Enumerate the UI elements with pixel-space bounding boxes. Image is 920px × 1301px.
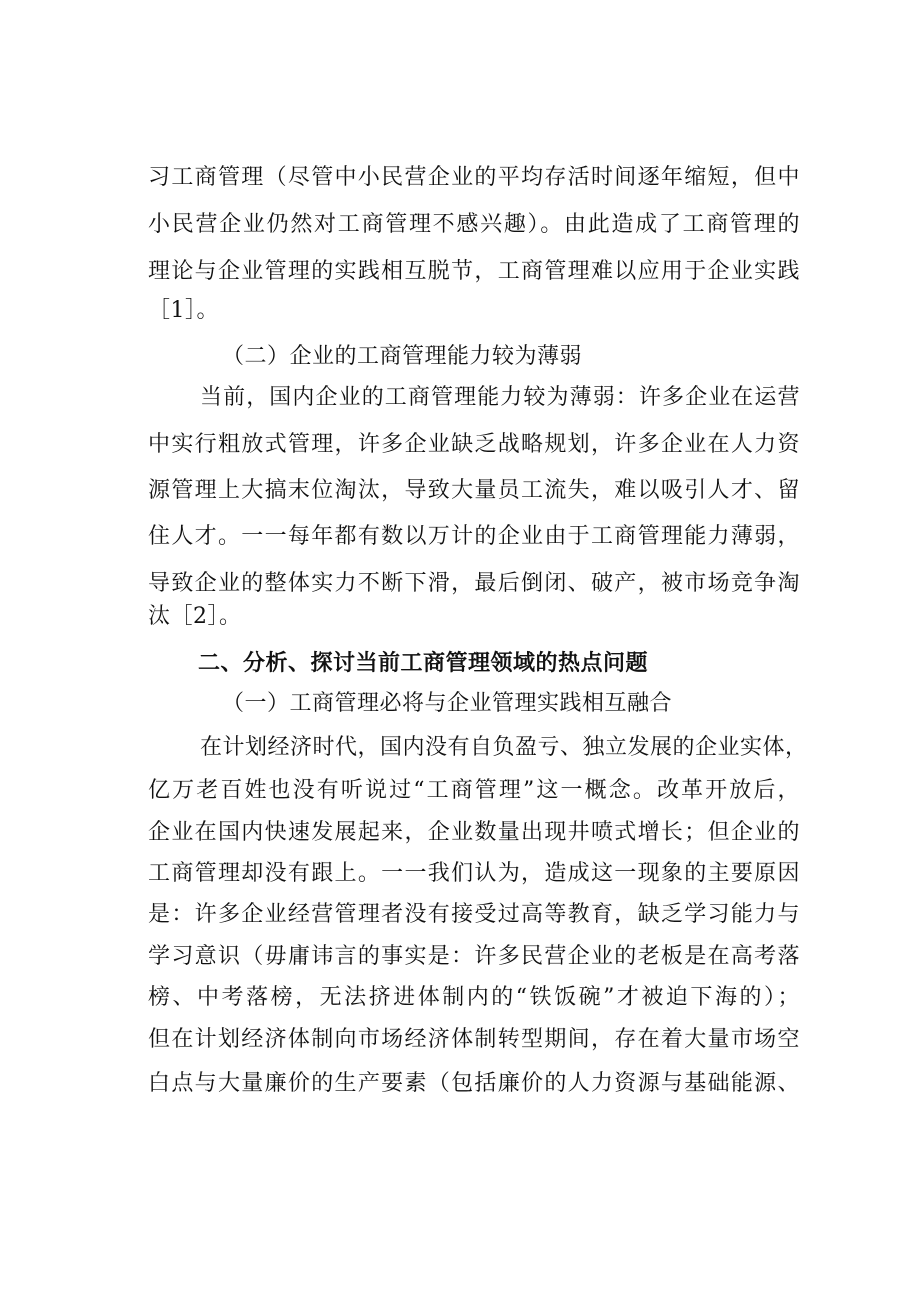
- text-line: 是：许多企业经营管理者没有接受过高等教育，缺乏学习能力与: [148, 902, 800, 927]
- text-line: 源管理上大搞末位淘汰，导致大量员工流失，难以吸引人才、留: [148, 478, 800, 503]
- text-line: 白点与大量廉价的生产要素（包括廉价的人力资源与基础能源、: [148, 1071, 800, 1096]
- text-line: 汰［2］。: [148, 604, 242, 629]
- text-line: 理论与企业管理的实践相互脱节，工商管理难以应用于企业实践: [148, 259, 800, 284]
- text-line: 习工商管理（尽管中小民营企业的平均存活时间逐年缩短，但中: [148, 165, 800, 190]
- text-line: 但在计划经济体制向市场经济体制转型期间，存在着大量市场空: [148, 1027, 800, 1052]
- text-line: 中实行粗放式管理，许多企业缺乏战略规划，许多企业在人力资: [148, 432, 800, 457]
- text-line: 学习意识（毋庸讳言的事实是：许多民营企业的老板是在高考落: [148, 944, 800, 969]
- text-line: ［1］。: [148, 298, 219, 323]
- text-line: 住人才。一一每年都有数以万计的企业由于工商管理能力薄弱，: [148, 524, 800, 549]
- text-line: 当前，国内企业的工商管理能力较为薄弱：许多企业在运营: [200, 385, 800, 410]
- section-heading: 二、分析、探讨当前工商管理领域的热点问题: [198, 651, 649, 676]
- text-line: 工商管理却没有跟上。一一我们认为，造成这一现象的主要原因: [148, 861, 800, 886]
- text-line: 企业在国内快速发展起来，企业数量出现井喷式增长；但企业的: [148, 820, 800, 845]
- text-line: 导致企业的整体实力不断下滑，最后倒闭、破产，被市场竞争淘: [148, 571, 800, 596]
- text-line: 在计划经济时代，国内没有自负盈亏、独立发展的企业实体，: [200, 735, 808, 760]
- text-line: 亿万老百姓也没有听说过“工商管理”这一概念。改革开放后，: [148, 778, 800, 803]
- subheading-2: （二）企业的工商管理能力较为薄弱: [222, 344, 583, 369]
- text-line: 小民营企业仍然对工商管理不感兴趣）。由此造成了工商管理的: [148, 212, 800, 237]
- subheading-3: （一）工商管理必将与企业管理实践相互融合: [222, 691, 673, 716]
- text-line: 榜、中考落榜，无法挤进体制内的“铁饭碗”才被迫下海的）；: [148, 985, 800, 1010]
